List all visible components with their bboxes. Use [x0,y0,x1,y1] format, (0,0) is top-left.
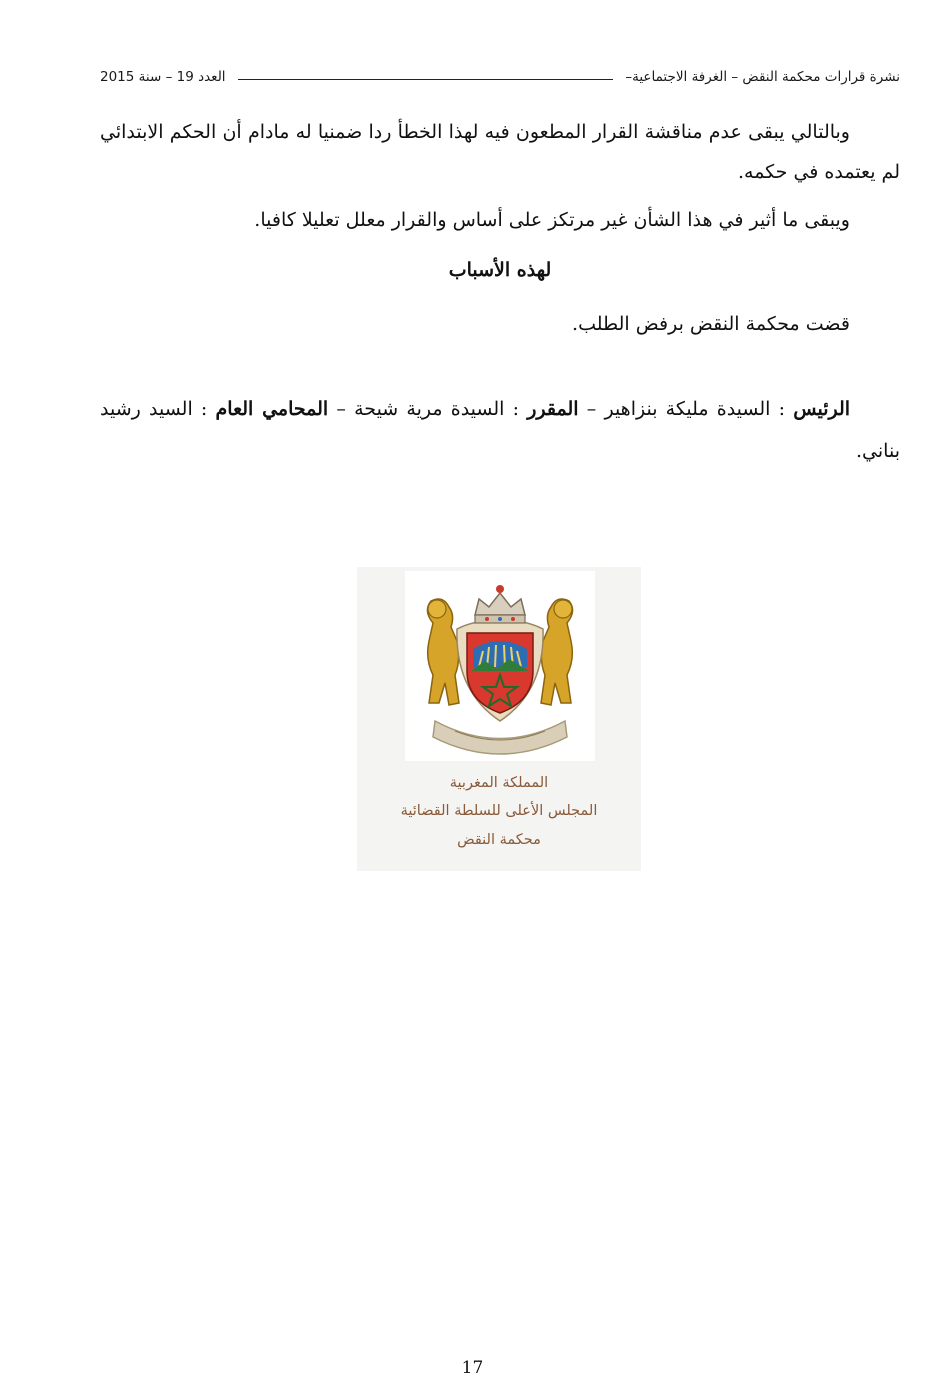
rapporteur-label: المقرر [527,398,579,420]
emblem-caption-council: المجلس الأعلى للسلطة القضائية [400,803,598,819]
court-emblem-block [357,567,641,871]
header-rule [238,79,614,80]
advocate-general-name: : السيد رشيد بناني. [100,398,900,462]
publication-title: نشرة قرارات محكمة النقض – الغرفة الاجتماعية– [625,69,900,85]
section-heading: لهذه الأسباب [448,259,552,281]
paragraph-1: وبالتالي يبقى عدم مناقشة القرار المطعون فيه لهذا الخطأ ردا ضمنيا له مادام أن الحكم الابتدائي لم يعتمده في حكمه. [100,121,900,183]
advocate-general-label: المحامي العام [215,398,329,420]
ruling-text: قضت محكمة النقض برفض الطلب. [572,313,850,335]
paragraph-2: ويبقى ما أثير في هذا الشأن غير مرتكز على أساس والقرار معلل تعليلا كافيا. [254,209,850,231]
emblem-caption-kingdom: المملكة المغربية [449,775,549,791]
page-number: 17 [461,1358,484,1378]
president-name: : السيدة مليكة بنزاهير – [586,398,786,420]
moroccan-coat-of-arms-icon [405,571,595,761]
president-label: الرئيس [793,398,851,420]
document-body [100,112,900,472]
issue-number: العدد 19 – سنة 2015 [100,69,226,85]
rapporteur-name: : السيدة مرية شيحة – [336,398,520,420]
emblem-caption-court: محكمة النقض [457,832,541,848]
court-panel [100,388,900,472]
running-header [100,66,900,88]
